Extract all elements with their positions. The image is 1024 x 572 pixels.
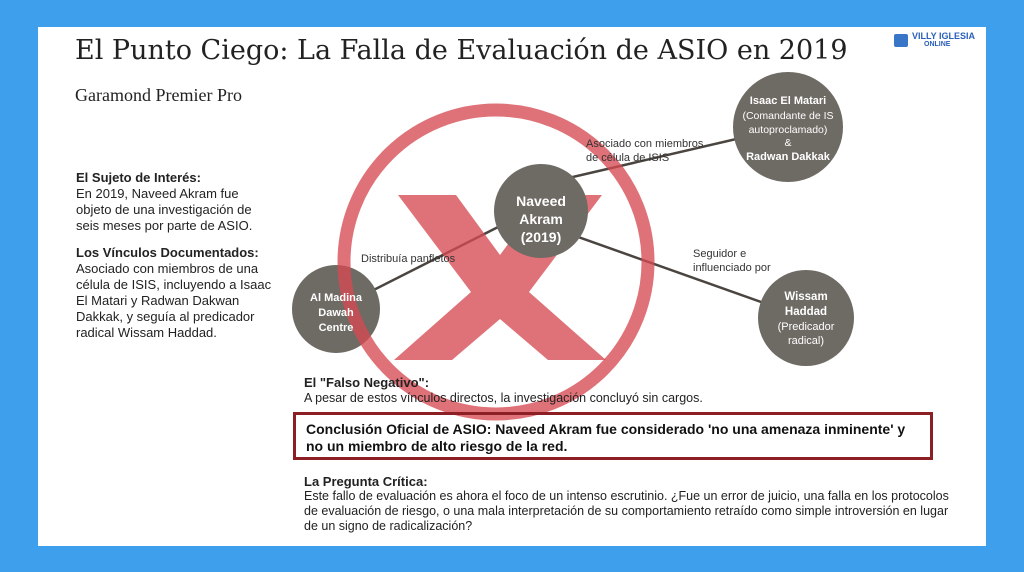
bottom-right-line2: Haddad — [784, 306, 828, 318]
critical-question-text: Este fallo de evaluación es ahora el foco de un intenso escrutinio. ¿Fue un error de juicio, una falla en los protocolos de evaluación de riesgo, o una mala interpretación de su comportamiento retraído como simple introversión en lugar de un signo de radicalización? — [304, 489, 949, 533]
bottom-right-line4: radical) — [787, 335, 825, 347]
logo-text-line2: ONLINE — [924, 41, 951, 48]
relationship-diagram — [38, 27, 986, 546]
left-line3: Centre — [318, 322, 354, 334]
logo-text-line1: VILLY IGLESIA — [912, 31, 976, 41]
false-negative-heading: El "Falso Negativo": — [304, 375, 430, 390]
bottom-right-line3: (Predicador — [777, 321, 835, 333]
edge-label-right-line2: influenciado por — [693, 262, 771, 274]
subtitle: Garamond Premier Pro — [75, 85, 242, 105]
center-line3: (2019) — [520, 229, 562, 245]
edge-label-right-line1: Seguidor e — [693, 248, 747, 260]
edge-label-top-line1: Asociado con miembros — [586, 138, 704, 150]
left-line2: Dawah — [318, 307, 354, 319]
top-right-line5: Radwan Dakkak — [746, 151, 830, 163]
edge-label-left: Distribuía panfletos — [361, 253, 456, 265]
false-negative-text: A pesar de estos vínculos directos, la investigación concluyó sin cargos. — [304, 391, 703, 405]
top-right-line3: autoproclamado) — [748, 124, 828, 136]
subject-heading: El Sujeto de Interés: — [76, 170, 201, 185]
left-line1: Al Madina — [310, 292, 362, 304]
center-line1: Naveed — [516, 193, 566, 209]
slide — [38, 27, 986, 546]
top-right-line2: (Comandante de IS — [742, 110, 834, 122]
links-text: Asociado con miembros de una célula de ISIS, incluyendo a Isaac El Matari y Radwan Dakwan Dakkak, y seguía al predicador radical Wissam Haddad. — [76, 261, 272, 340]
top-right-line4: & — [784, 137, 792, 149]
conclusion-box: Conclusión Oficial de ASIO: Naveed Akram fue considerado 'no una amenaza inminente' y no un miembro de alto riesgo de la red. — [293, 412, 933, 460]
center-line2: Akram — [519, 211, 563, 227]
top-right-line1: Isaac El Matari — [749, 95, 827, 107]
links-heading: Los Vínculos Documentados: — [76, 245, 259, 260]
critical-question-heading: La Pregunta Crítica: — [304, 474, 428, 489]
node-bottom-right — [758, 270, 854, 366]
subject-text: En 2019, Naveed Akram fue objeto de una investigación de seis meses por parte de ASIO. — [76, 186, 253, 233]
edge-label-top-line2: de célula de ISIS — [586, 152, 670, 164]
bottom-right-line1: Wissam — [784, 291, 828, 303]
page-title: El Punto Ciego: La Falla de Evaluación de ASIO en 2019 — [75, 35, 848, 66]
